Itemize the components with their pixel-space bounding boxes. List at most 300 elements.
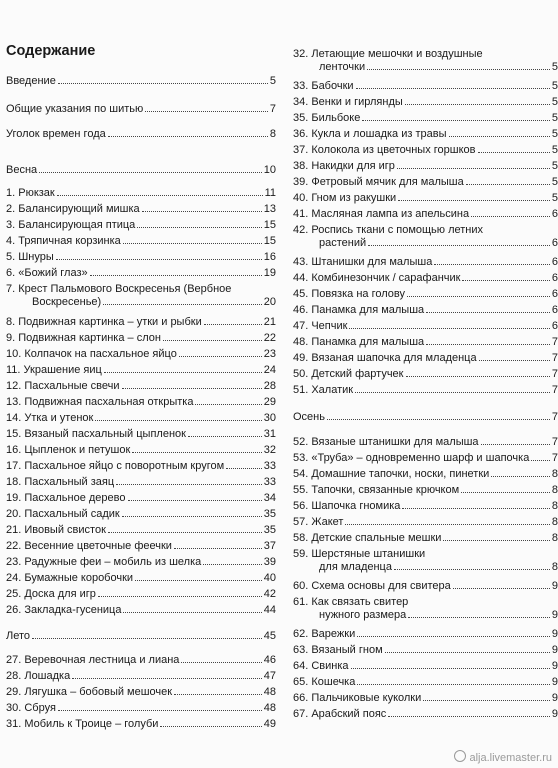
toc-page-number: 10 (263, 164, 276, 176)
toc-page-number: 9 (551, 676, 558, 688)
toc-entry (6, 164, 276, 177)
toc-page-number: 9 (551, 708, 558, 720)
dot-leader (179, 356, 262, 357)
toc-entry (293, 144, 558, 157)
dot-leader (203, 564, 261, 565)
dot-leader (405, 104, 550, 105)
toc-entry (293, 224, 558, 250)
toc-entry (6, 75, 276, 88)
dot-leader (72, 678, 262, 679)
toc-page-number: 7 (551, 436, 558, 448)
toc-page-number: 5 (551, 112, 558, 124)
toc-page-number: 11 (264, 187, 276, 199)
toc-entry (293, 112, 558, 125)
toc-entry (293, 452, 558, 465)
dot-leader (174, 694, 262, 695)
dot-leader (226, 468, 262, 469)
toc-entry (293, 96, 558, 109)
toc-entry (293, 548, 558, 574)
toc-entry (293, 80, 558, 93)
toc-entry-title: нужного размера (319, 609, 407, 621)
toc-entry (6, 235, 276, 248)
toc-entry (293, 532, 558, 545)
dot-leader (398, 200, 550, 201)
dot-leader (345, 524, 549, 525)
toc-entry-title: 31. Мобиль к Троице – голуби (6, 718, 159, 730)
toc-page-number: 35 (263, 508, 276, 520)
toc-entry-title: растений (319, 237, 367, 249)
toc-page-number: 35 (263, 524, 276, 536)
dot-leader (349, 328, 549, 329)
toc-entry-title: 37. Колокола из цветочных горшков (293, 144, 476, 156)
toc-entry-title: 17. Пасхальное яйцо с поворотным кругом (6, 460, 225, 472)
toc-page-number: 42 (263, 588, 276, 600)
toc-page-number: 15 (263, 235, 276, 247)
dot-leader (116, 484, 262, 485)
toc-entry-title: 16. Цыпленок и петушок (6, 444, 131, 456)
dot-leader (135, 580, 262, 581)
toc-entry (293, 628, 558, 641)
dot-leader (471, 216, 550, 217)
toc-entry (6, 316, 276, 329)
dot-leader (142, 211, 262, 212)
toc-page-number: 29 (263, 396, 276, 408)
toc-entry-title: Уголок времен года (6, 128, 106, 140)
toc-entry (6, 283, 276, 309)
toc-entry (293, 411, 558, 424)
toc-page-number: 9 (551, 580, 558, 592)
toc-page-number: 34 (263, 492, 276, 504)
toc-entry-title: 15. Вязаный пасхальный цыпленок (6, 428, 186, 440)
dot-leader (174, 548, 262, 549)
toc-entry (293, 208, 558, 221)
toc-entry (6, 396, 276, 409)
toc-page-number: 39 (263, 556, 276, 568)
toc-page-number: 9 (551, 609, 558, 621)
dot-leader (462, 280, 549, 281)
toc-entry (293, 596, 558, 622)
dot-leader (327, 419, 550, 420)
toc-entry-title: 2. Балансирующий мишка (6, 203, 140, 215)
dot-leader (426, 344, 550, 345)
dot-leader (351, 668, 550, 669)
toc-entry-title: 25. Доска для игр (6, 588, 96, 600)
toc-entry (6, 524, 276, 537)
toc-page-number: 6 (551, 304, 558, 316)
toc-entry-title: 43. Штанишки для малыша (293, 256, 433, 268)
dot-leader (32, 638, 262, 639)
dot-leader (449, 136, 550, 137)
toc-page-number: 8 (551, 500, 558, 512)
toc-page-number: 16 (263, 251, 276, 263)
toc-page-number: 32 (263, 444, 276, 456)
toc-entry (293, 692, 558, 705)
dot-leader (408, 617, 550, 618)
toc-entry-title: 54. Домашние тапочки, носки, пинетки (293, 468, 490, 480)
toc-entry (6, 364, 276, 377)
dot-leader (57, 195, 263, 196)
toc-entry-title: 39. Фетровый мячик для малыша (293, 176, 464, 188)
dot-leader (160, 726, 261, 727)
toc-entry-title: Общие указания по шитью (6, 103, 144, 115)
toc-page-number: 22 (263, 332, 276, 344)
toc-entry-title: 52. Вязаные штанишки для малыша (293, 436, 479, 448)
toc-heading: Содержание (6, 43, 96, 59)
dot-leader (426, 312, 550, 313)
toc-entry (6, 219, 276, 232)
dot-leader (123, 612, 261, 613)
toc-entry-title: Осень (293, 411, 325, 423)
dot-leader (479, 360, 550, 361)
toc-column-right (288, 0, 558, 768)
dot-leader (443, 540, 549, 541)
toc-entry-title: 3. Балансирующая птица (6, 219, 136, 231)
toc-entry (293, 660, 558, 673)
toc-entry-title: 5. Шнуры (6, 251, 54, 263)
dot-leader (402, 508, 549, 509)
toc-page-number: 15 (263, 219, 276, 231)
toc-entry (6, 460, 276, 473)
toc-entry-title-line: 42. Роспись ткани с помощью летних (293, 224, 484, 236)
toc-entry (293, 48, 558, 74)
toc-entry-title: 23. Радужные феи – мобиль из шелка (6, 556, 202, 568)
toc-page-number: 6 (551, 237, 558, 249)
toc-entry (293, 368, 558, 381)
toc-entry (293, 384, 558, 397)
toc-entry (293, 676, 558, 689)
toc-entry-title: 10. Колпачок на пасхальное яйцо (6, 348, 177, 360)
toc-page-number: 6 (551, 272, 558, 284)
toc-entry-title: 27. Веревочная лестница и лиана (6, 654, 180, 666)
dot-leader (357, 636, 550, 637)
toc-entry-title: 1. Рюкзак (6, 187, 55, 199)
toc-entry-title: 12. Пасхальные свечи (6, 380, 120, 392)
toc-entry (293, 320, 558, 333)
toc-entry (6, 492, 276, 505)
toc-page-number: 6 (551, 320, 558, 332)
toc-entry (293, 304, 558, 317)
dot-leader (58, 710, 262, 711)
toc-page-number: 7 (551, 368, 558, 380)
toc-entry-title: 62. Варежки (293, 628, 356, 640)
dot-leader (355, 392, 550, 393)
toc-entry (6, 630, 276, 643)
dot-leader (385, 652, 550, 653)
toc-page-number: 49 (263, 718, 276, 730)
toc-page-number: 8 (551, 561, 558, 573)
toc-entry-title: 4. Тряпичная корзинка (6, 235, 121, 247)
dot-leader (407, 296, 550, 297)
toc-page-number: 8 (551, 468, 558, 480)
toc-entry-title: 19. Пасхальное дерево (6, 492, 126, 504)
toc-page-number: 9 (551, 628, 558, 640)
dot-leader (406, 376, 550, 377)
toc-page-number: 9 (551, 692, 558, 704)
toc-page-number: 6 (551, 208, 558, 220)
toc-page-number: 30 (263, 412, 276, 424)
toc-page-number: 5 (551, 128, 558, 140)
toc-page-number: 8 (269, 128, 276, 140)
toc-column-left (0, 0, 278, 768)
toc-page-number: 8 (551, 516, 558, 528)
toc-page-number: 5 (551, 80, 558, 92)
toc-entry-title: 48. Панамка для малыша (293, 336, 425, 348)
toc-entry (293, 128, 558, 141)
toc-entry (6, 380, 276, 393)
toc-entry (6, 702, 276, 715)
toc-page-number: 31 (263, 428, 276, 440)
toc-entry-title: 35. Бильбоке (293, 112, 361, 124)
dot-leader (466, 184, 550, 185)
toc-entry (293, 484, 558, 497)
toc-entry (6, 251, 276, 264)
toc-page-number: 37 (263, 540, 276, 552)
toc-entry-title: 6. «Божий глаз» (6, 267, 88, 279)
dot-leader (181, 662, 261, 663)
toc-entry (293, 272, 558, 285)
dot-leader (39, 172, 262, 173)
toc-page-number: 6 (551, 256, 558, 268)
toc-entry-title: 24. Бумажные коробочки (6, 572, 134, 584)
toc-entry (293, 580, 558, 593)
toc-page-number: 5 (551, 192, 558, 204)
toc-entry (293, 436, 558, 449)
toc-entry (6, 556, 276, 569)
toc-page-number: 5 (551, 144, 558, 156)
dot-leader (397, 168, 550, 169)
dot-leader (356, 88, 550, 89)
toc-entry (6, 428, 276, 441)
toc-entry-title: 22. Весенние цветочные феечки (6, 540, 172, 552)
dot-leader (423, 700, 550, 701)
toc-entry (293, 256, 558, 269)
toc-entry-title: 41. Масляная лампа из апельсина (293, 208, 470, 220)
dot-leader (95, 420, 261, 421)
toc-entry (293, 192, 558, 205)
toc-entry-title: 28. Лошадка (6, 670, 71, 682)
toc-entry (6, 412, 276, 425)
toc-page-number: 6 (551, 288, 558, 300)
toc-page-number: 9 (551, 660, 558, 672)
toc-page-number: 48 (263, 702, 276, 714)
dot-leader (132, 452, 261, 453)
dot-leader (104, 372, 262, 373)
toc-entry-title: для младенца (319, 561, 392, 573)
toc-entry-title: 36. Кукла и лошадка из травы (293, 128, 447, 140)
toc-entry-title-line: 59. Шерстяные штанишки (293, 548, 426, 560)
dot-leader (122, 516, 262, 517)
toc-page-number: 45 (263, 630, 276, 642)
toc-page-number: 21 (263, 316, 276, 328)
dot-leader (367, 69, 550, 70)
dot-leader (204, 324, 262, 325)
toc-entry-title: 49. Вязаная шапочка для младенца (293, 352, 477, 364)
toc-entry-title: 34. Венки и гирлянды (293, 96, 403, 108)
toc-entry-title: Весна (6, 164, 38, 176)
toc-page-number: 46 (263, 654, 276, 666)
toc-page-number: 28 (263, 380, 276, 392)
toc-entry-title: 20. Пасхальный садик (6, 508, 120, 520)
toc-entry-title: 53. «Труба» – одновременно шарф и шапочка (293, 452, 530, 464)
dot-leader (453, 588, 550, 589)
toc-entry (6, 187, 276, 200)
toc-entry (6, 508, 276, 521)
toc-page-number: 33 (263, 476, 276, 488)
toc-page-number: 40 (263, 572, 276, 584)
toc-page-number: 5 (551, 61, 558, 73)
toc-entry-title: 33. Бабочки (293, 80, 354, 92)
toc-page-number: 5 (551, 96, 558, 108)
toc-entry-title-line: 7. Крест Пальмового Воскресенья (Вербное (6, 283, 232, 295)
toc-entry-title: 56. Шапочка гномика (293, 500, 401, 512)
toc-entry-title: 58. Детские спальные мешки (293, 532, 442, 544)
toc-entry (6, 718, 276, 731)
watermark (454, 750, 552, 764)
dot-leader (137, 227, 261, 228)
toc-entry (6, 654, 276, 667)
dot-leader (123, 243, 262, 244)
toc-page-number: 24 (263, 364, 276, 376)
toc-entry-title: Воскресенье) (32, 296, 102, 308)
toc-page-number: 7 (551, 336, 558, 348)
toc-page-number: 33 (263, 460, 276, 472)
dot-leader (122, 388, 262, 389)
toc-page-number: 47 (263, 670, 276, 682)
toc-page-number: 5 (551, 176, 558, 188)
toc-entry (293, 352, 558, 365)
dot-leader (461, 492, 550, 493)
toc-entry-title: 44. Комбинезончик / сарафанчик (293, 272, 461, 284)
toc-page-number: 5 (551, 160, 558, 172)
toc-entry-title: 13. Подвижная пасхальная открытка (6, 396, 194, 408)
dot-leader (58, 83, 268, 84)
toc-entry-title: 14. Утка и утенок (6, 412, 94, 424)
dot-leader (103, 304, 262, 305)
toc-entry (6, 686, 276, 699)
toc-page-number: 9 (551, 644, 558, 656)
toc-page-number: 7 (551, 452, 558, 464)
toc-entry-title: 66. Пальчиковые куколки (293, 692, 422, 704)
toc-entry-title: 40. Гном из ракушки (293, 192, 397, 204)
toc-entry-title: 60. Схема основы для свитера (293, 580, 451, 592)
toc-page-number: 44 (263, 604, 276, 616)
dot-leader (108, 136, 268, 137)
toc-page-number: 23 (263, 348, 276, 360)
toc-page-number: 8 (551, 532, 558, 544)
toc-entry (6, 103, 276, 116)
dot-leader (188, 436, 262, 437)
toc-entry-title: 46. Панамка для малыша (293, 304, 425, 316)
toc-page-number: 5 (269, 75, 276, 87)
toc-entry-title: 45. Повязка на голову (293, 288, 405, 300)
toc-entry-title: 50. Детский фартучек (293, 368, 404, 380)
toc-entry-title: 11. Украшение яиц (6, 364, 102, 376)
toc-page-number: 19 (263, 267, 276, 279)
toc-entry-title: Лето (6, 630, 31, 642)
toc-entry-title: 8. Подвижная картинка – утки и рыбки (6, 316, 202, 328)
watermark-text: alja.livemaster.ru (469, 752, 552, 764)
toc-entry (6, 588, 276, 601)
toc-entry (6, 604, 276, 617)
dot-leader (98, 596, 262, 597)
toc-entry-title: 18. Пасхальный заяц (6, 476, 115, 488)
toc-entry (6, 128, 276, 141)
toc-entry-title: 38. Накидки для игр (293, 160, 395, 172)
toc-entry (293, 644, 558, 657)
toc-entry (6, 572, 276, 585)
toc-entry (6, 332, 276, 345)
dot-leader (163, 340, 262, 341)
toc-entry-title: 30. Сбруя (6, 702, 56, 714)
toc-entry-title: 57. Жакет (293, 516, 344, 528)
dot-leader (388, 716, 550, 717)
toc-entry-title: 26. Закладка-гусеница (6, 604, 122, 616)
toc-entry (6, 203, 276, 216)
toc-page-number: 8 (551, 484, 558, 496)
dot-leader (195, 404, 261, 405)
toc-entry (6, 540, 276, 553)
toc-entry (293, 516, 558, 529)
toc-entry-title: 67. Арабский пояс (293, 708, 387, 720)
dot-leader (145, 111, 268, 112)
toc-page-number: 7 (551, 384, 558, 396)
toc-entry-title: Введение (6, 75, 56, 87)
toc-entry-title: 21. Ивовый свисток (6, 524, 106, 536)
dot-leader (90, 275, 262, 276)
dot-leader (368, 245, 550, 246)
toc-entry (293, 336, 558, 349)
toc-page-number: 20 (263, 296, 276, 308)
toc-entry-title: 64. Свинка (293, 660, 349, 672)
dot-leader (56, 259, 262, 260)
toc-entry-title: 65. Кошечка (293, 676, 356, 688)
toc-entry-title: 9. Подвижная картинка – слон (6, 332, 161, 344)
toc-entry (293, 468, 558, 481)
toc-entry (293, 500, 558, 513)
toc-page-number: 48 (263, 686, 276, 698)
toc-entry (293, 160, 558, 173)
toc-entry-title: 51. Халатик (293, 384, 354, 396)
toc-page-number: 7 (551, 411, 558, 423)
toc-entry-title: 55. Тапочки, связанные крючком (293, 484, 460, 496)
toc-entry-title: 29. Лягушка – бобовый мешочек (6, 686, 173, 698)
toc-entry (293, 176, 558, 189)
toc-entry-title-line: 61. Как связать свитер (293, 596, 409, 608)
dot-leader (491, 476, 550, 477)
dot-leader (481, 444, 550, 445)
toc-entry (6, 670, 276, 683)
toc-entry (6, 476, 276, 489)
toc-page-number: 7 (551, 352, 558, 364)
toc-entry-title: 63. Вязаный гном (293, 644, 383, 656)
toc-entry (6, 348, 276, 361)
toc-entry (293, 288, 558, 301)
dot-leader (478, 152, 550, 153)
toc-entry (293, 708, 558, 721)
dot-leader (108, 532, 262, 533)
dot-leader (531, 460, 550, 461)
toc-entry (6, 267, 276, 280)
toc-entry-title-line: 32. Летающие мешочки и воздушные (293, 48, 483, 60)
toc-page-number: 7 (269, 103, 276, 115)
dot-leader (362, 120, 550, 121)
toc-entry (6, 444, 276, 457)
toc-entry-title: ленточки (319, 61, 366, 73)
toc-page-number: 13 (263, 203, 276, 215)
dot-leader (394, 569, 550, 570)
dot-leader (128, 500, 262, 501)
dot-leader (357, 684, 550, 685)
